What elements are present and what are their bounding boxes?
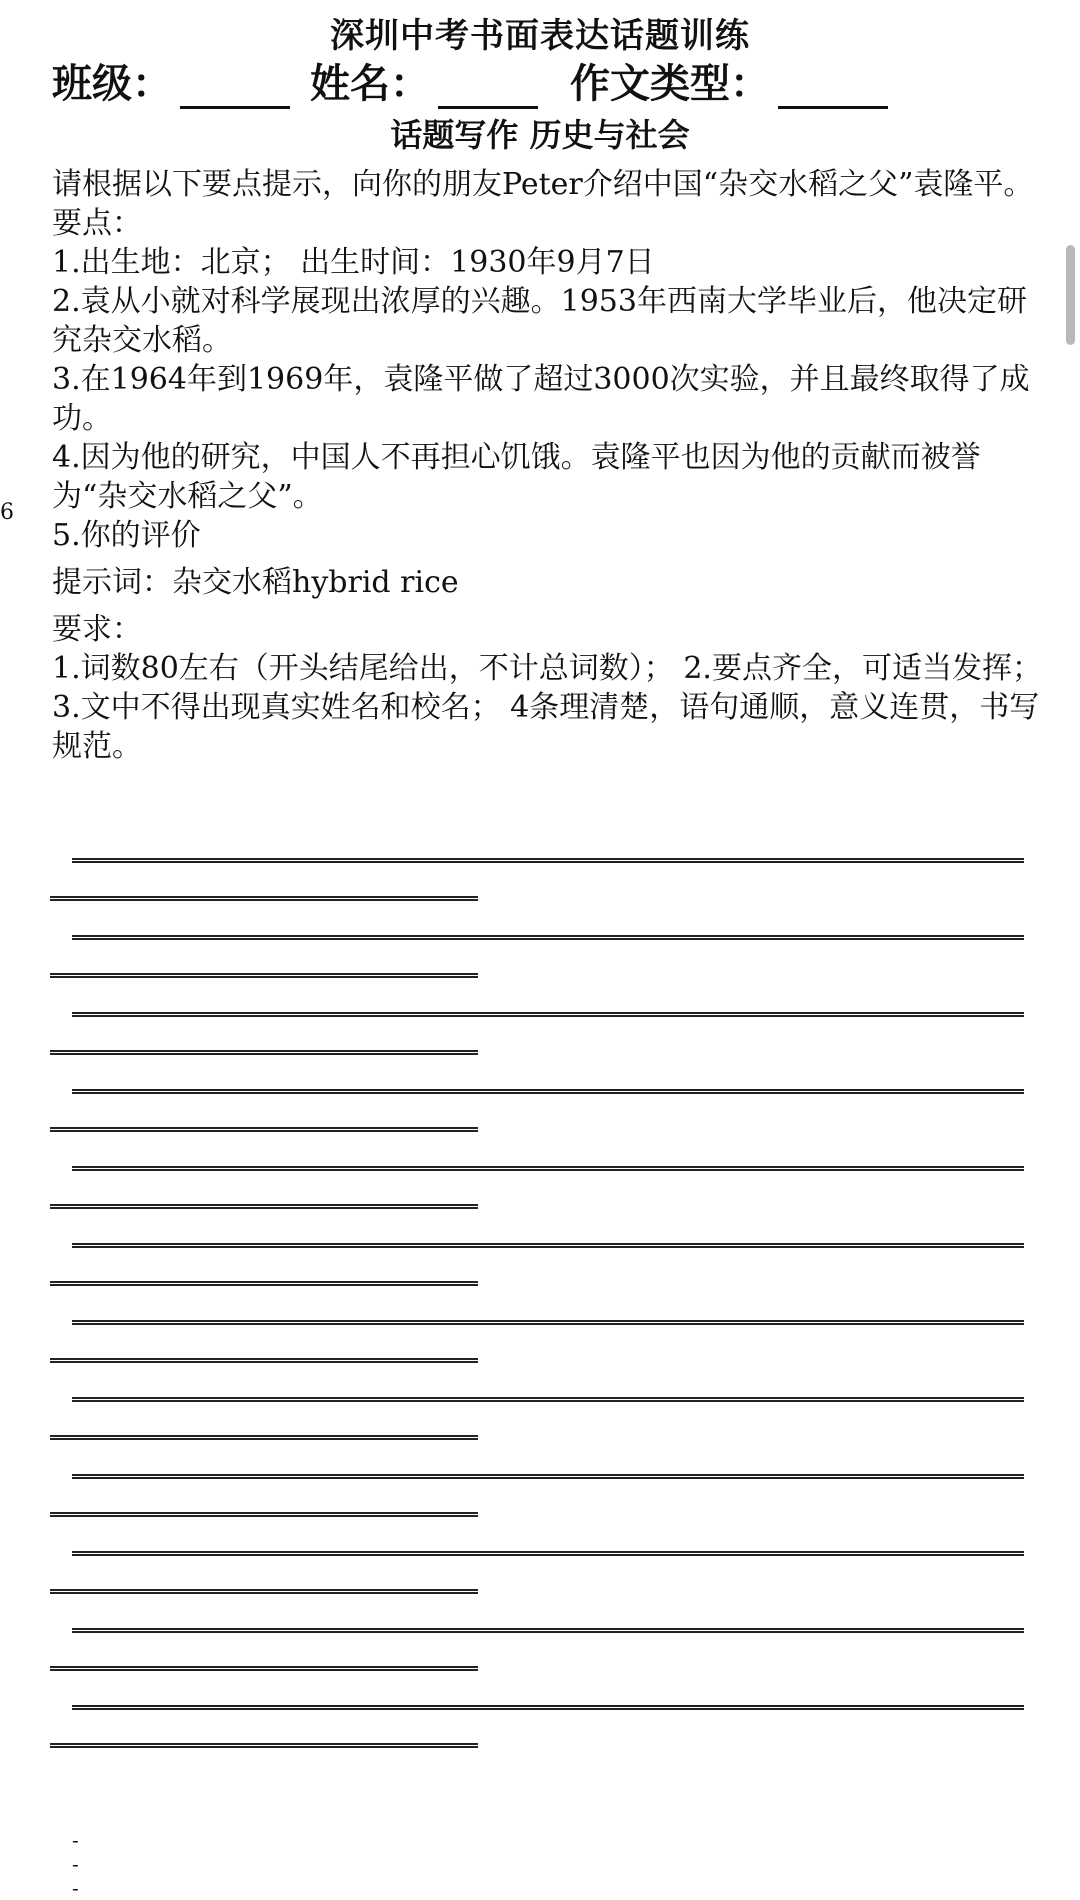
type-label: 作文类型：: [570, 61, 770, 107]
point-item: 5.你的评价: [52, 518, 201, 553]
requirements-heading: 要求：: [52, 612, 142, 647]
point-item: 1.出生地：北京； 出生时间：1930年9月7日: [52, 245, 655, 280]
writing-line[interactable]: [0, 1012, 1080, 1089]
writing-line[interactable]: [0, 1166, 1080, 1243]
class-field: [52, 52, 290, 109]
writing-lines: [0, 858, 1080, 1782]
dash-mark: -: [72, 1876, 79, 1900]
writing-line[interactable]: [0, 1397, 1080, 1474]
dash-mark: -: [72, 1852, 79, 1876]
points-heading: 要点：: [52, 206, 142, 241]
writing-line[interactable]: [0, 935, 1080, 1012]
writing-line[interactable]: [0, 1089, 1080, 1166]
scrollbar-thumb[interactable]: [1066, 245, 1075, 345]
type-blank[interactable]: [778, 66, 888, 109]
writing-line[interactable]: [0, 1320, 1080, 1397]
student-info-row: [52, 52, 1052, 108]
name-label: 姓名：: [310, 61, 430, 107]
type-field: [570, 52, 888, 109]
writing-line[interactable]: [0, 1551, 1080, 1628]
writing-line[interactable]: [0, 1474, 1080, 1551]
writing-line[interactable]: [0, 1628, 1080, 1705]
point-item: 2.袁从小就对科学展现出浓厚的兴趣。1953年西南大学毕业后，他决定研究杂交水稻。: [52, 284, 1027, 358]
class-blank[interactable]: [180, 66, 290, 109]
topic-subtitle: 话题写作 历史与社会: [390, 116, 690, 154]
name-field: [310, 52, 538, 109]
class-label: 班级：: [52, 61, 172, 107]
page-title: 深圳中考书面表达话题训练: [330, 16, 750, 56]
point-item: 3.在1964年到1969年，袁隆平做了超过3000次实验，并且最终取得了成功。: [52, 362, 1030, 436]
hint-text: 提示词：杂交水稻hybrid rice: [52, 565, 459, 600]
dash-mark: -: [72, 1828, 79, 1852]
writing-line[interactable]: [0, 858, 1080, 935]
writing-line[interactable]: [0, 1705, 1080, 1782]
trailing-marks: [72, 1828, 79, 1900]
requirements-text: 1.词数80左右（开头结尾给出，不计总词数）； 2.要点齐全，可适当发挥； 3.文中不得出现真实姓名和校名； 4条理清楚，语句通顺，意义连贯，书写规范。: [52, 651, 1042, 764]
margin-number: 6: [0, 500, 14, 525]
point-item: 4.因为他的研究，中国人不再担心饥饿。袁隆平也因为他的贡献而被誉为“杂交水稻之父”。: [52, 440, 981, 514]
writing-line[interactable]: [0, 1243, 1080, 1320]
prompt-intro: 请根据以下要点提示，向你的朋友Peter介绍中国“杂交水稻之父”袁隆平。: [52, 167, 1034, 202]
prompt-block: [52, 165, 1042, 766]
name-blank[interactable]: [438, 66, 538, 109]
